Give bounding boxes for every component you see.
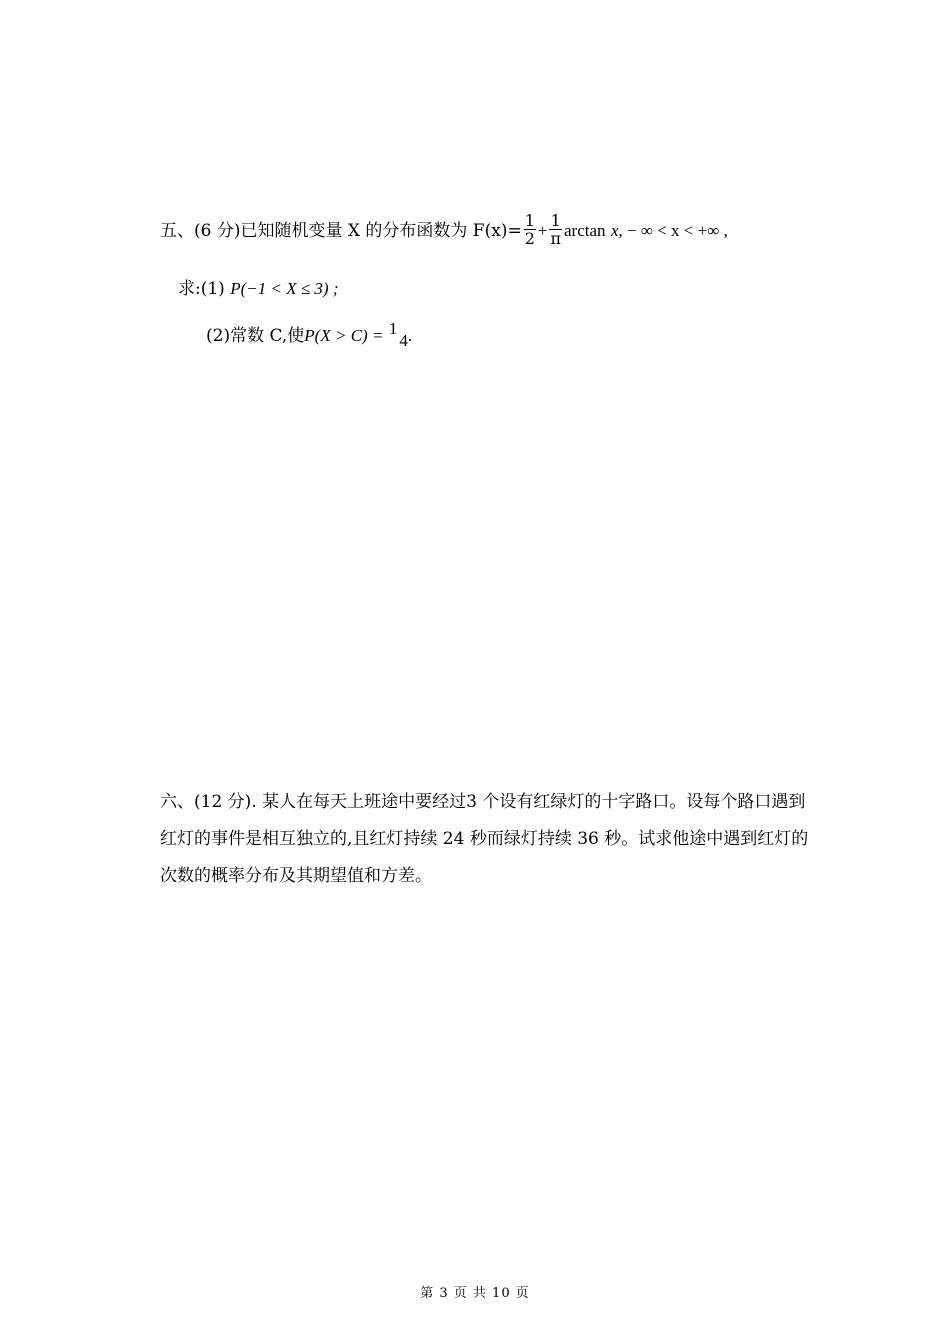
fraction-denominator: 2 [524,229,535,248]
q5-part1-expression: P(−1 < X ≤ 3) ; [230,279,339,298]
quarter-numerator: 1 [388,319,398,338]
fraction-one-half [524,212,536,247]
fraction-denominator: π [550,229,561,248]
q5-part2 [206,319,413,350]
q5-prefix: 五、(6 分)已知随机变量 X 的分布函数为 F(x)= [160,221,522,241]
arctan-text: arctan [564,221,606,240]
fraction-numerator: 1 [524,211,535,230]
q5-part1 [178,279,339,299]
q6-line-3: 次数的概率分布及其期望值和方差。 [160,866,432,886]
q5-line [160,211,728,249]
q5-part1-prefix: 求:(1) [178,279,225,299]
quarter-denominator: 4 [399,331,408,350]
q5-part2-prefix: (2)常数 C,使 [206,326,305,346]
q6-line-2: 红灯的事件是相互独立的,且红灯持续 24 秒而绿灯持续 36 秒。试求他途中遇到红灯的 [160,829,809,849]
fraction-numerator: 1 [550,211,561,230]
fraction-one-over-pi [549,212,562,247]
page-footer: 第 3 页 共 10 页 [420,1286,530,1301]
plus-sign: + [537,221,548,240]
domain-text: , − ∞ < x < +∞ , [618,221,728,240]
q6-line-1: 六、(12 分). 某人在每天上班途中要经过3 个设有红绿灯的十字路口。设每个路口遇到 [160,792,806,812]
x-variable: x [610,221,619,240]
q5-part2-end: . [407,326,413,345]
q5-part2-expression: P(X > C) = [304,326,384,345]
q6-paragraph [160,784,888,895]
